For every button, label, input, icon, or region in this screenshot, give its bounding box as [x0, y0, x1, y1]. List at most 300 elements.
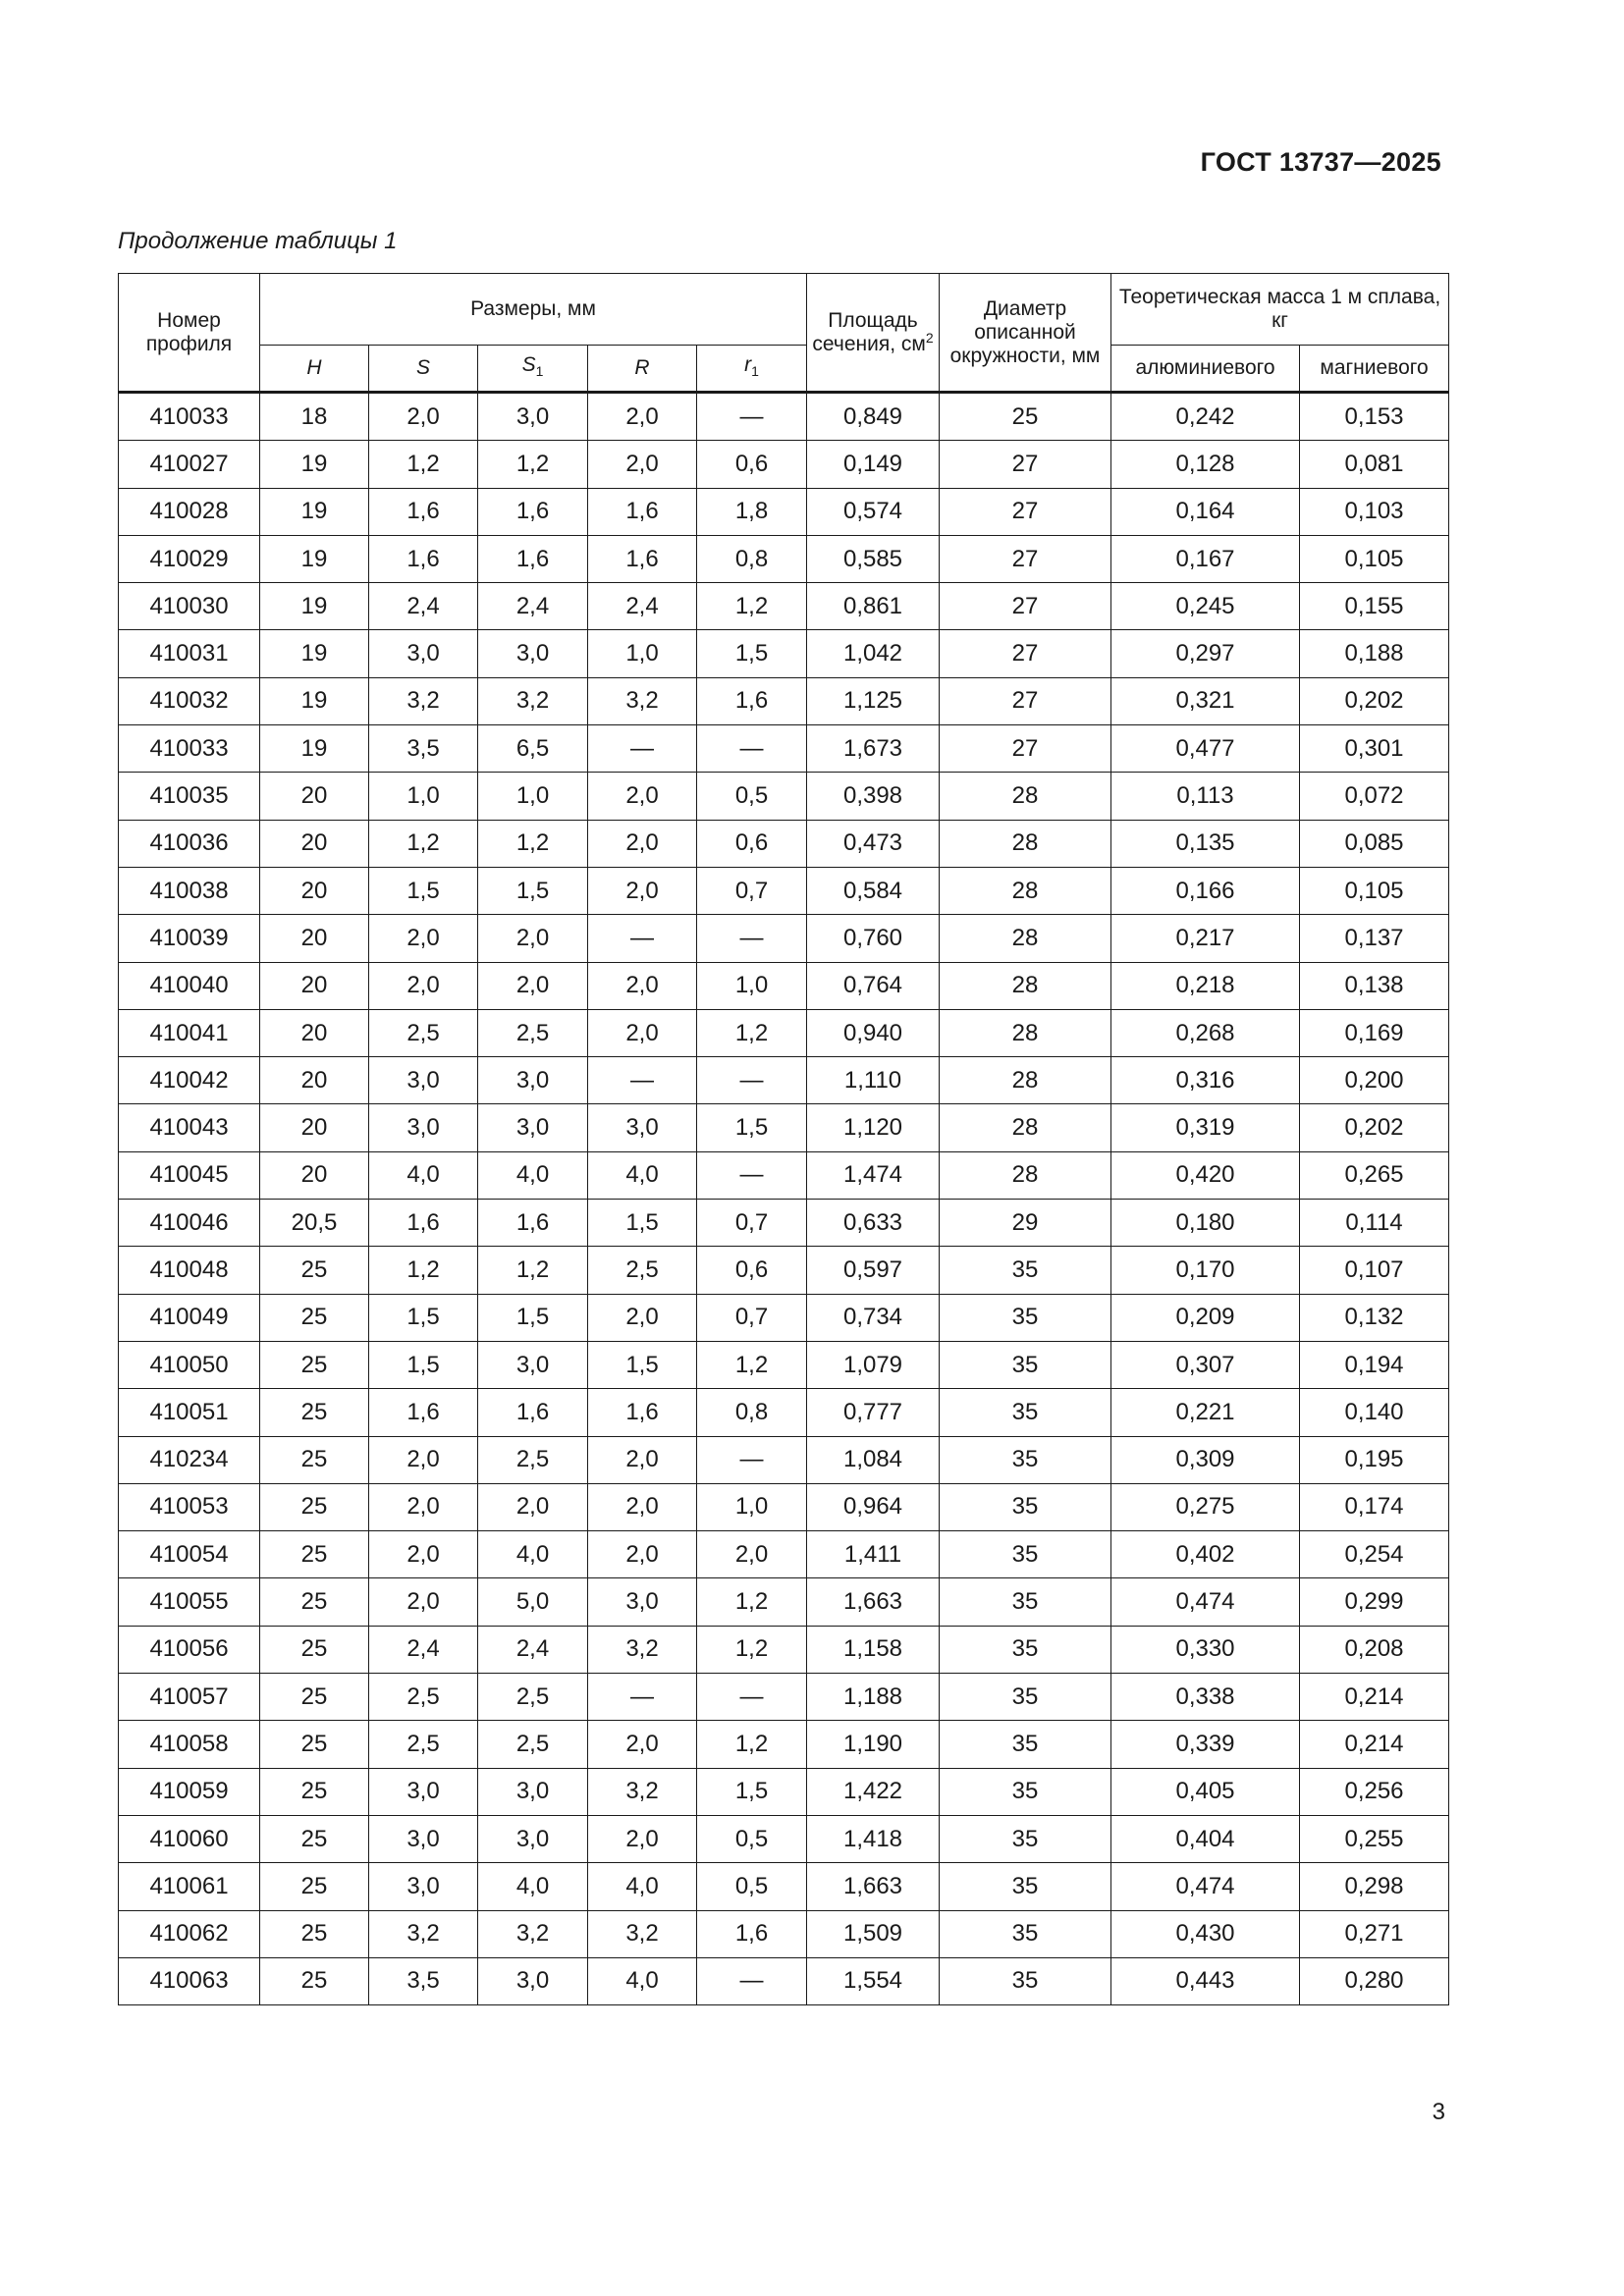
cell-profile-number: 410030	[119, 583, 260, 630]
cell-profile-number: 410041	[119, 1009, 260, 1056]
table-row	[119, 677, 1449, 724]
cell-mass-magnesium: 0,301	[1300, 725, 1449, 773]
cell-s: 1,6	[369, 1200, 478, 1247]
cell-r: 1,5	[588, 1200, 697, 1247]
cell-area: 1,554	[807, 1957, 940, 2004]
cell-r1: 1,6	[697, 1910, 807, 1957]
cell-mass-aluminium: 0,443	[1111, 1957, 1300, 2004]
cell-mass-aluminium: 0,209	[1111, 1294, 1300, 1341]
cell-diameter: 28	[940, 820, 1111, 867]
cell-s1: 5,0	[478, 1578, 588, 1626]
cell-area: 1,079	[807, 1341, 940, 1388]
cell-h: 20	[260, 867, 369, 914]
cell-mass-magnesium: 0,137	[1300, 915, 1449, 962]
cell-mass-aluminium: 0,474	[1111, 1578, 1300, 1626]
cell-r: 2,0	[588, 773, 697, 820]
cell-s1: 2,0	[478, 915, 588, 962]
cell-mass-magnesium: 0,202	[1300, 677, 1449, 724]
cell-area: 1,422	[807, 1768, 940, 1815]
cell-diameter: 27	[940, 630, 1111, 677]
cell-mass-magnesium: 0,085	[1300, 820, 1449, 867]
cell-s: 2,4	[369, 1626, 478, 1673]
cell-mass-aluminium: 0,297	[1111, 630, 1300, 677]
cell-profile-number: 410051	[119, 1389, 260, 1436]
cell-profile-number: 410029	[119, 535, 260, 582]
cell-r: 2,0	[588, 393, 697, 441]
cell-area: 0,585	[807, 535, 940, 582]
cell-mass-aluminium: 0,217	[1111, 915, 1300, 962]
cell-r1: 1,2	[697, 1341, 807, 1388]
cell-mass-aluminium: 0,245	[1111, 583, 1300, 630]
cell-mass-aluminium: 0,402	[1111, 1531, 1300, 1578]
cell-r1: 0,5	[697, 773, 807, 820]
cell-diameter: 35	[940, 1626, 1111, 1673]
cell-mass-aluminium: 0,319	[1111, 1104, 1300, 1151]
cell-r: 2,0	[588, 820, 697, 867]
cell-mass-magnesium: 0,140	[1300, 1389, 1449, 1436]
cell-area: 1,673	[807, 725, 940, 773]
cell-s1: 4,0	[478, 1863, 588, 1910]
cell-diameter: 35	[940, 1483, 1111, 1530]
cell-mass-aluminium: 0,128	[1111, 441, 1300, 488]
cell-profile-number: 410061	[119, 1863, 260, 1910]
cell-r1: 1,2	[697, 1009, 807, 1056]
cell-area: 1,120	[807, 1104, 940, 1151]
cell-s1: 3,0	[478, 1341, 588, 1388]
cell-profile-number: 410058	[119, 1721, 260, 1768]
cell-s: 3,2	[369, 677, 478, 724]
cell-s: 1,2	[369, 820, 478, 867]
cell-h: 20	[260, 820, 369, 867]
cell-h: 25	[260, 1578, 369, 1626]
table-row	[119, 915, 1449, 962]
header-s: S	[369, 346, 478, 393]
cell-mass-aluminium: 0,430	[1111, 1910, 1300, 1957]
cell-diameter: 28	[940, 773, 1111, 820]
table-row	[119, 1863, 1449, 1910]
cell-h: 25	[260, 1247, 369, 1294]
cell-r1: 0,6	[697, 820, 807, 867]
cell-mass-magnesium: 0,188	[1300, 630, 1449, 677]
cell-r: 1,5	[588, 1341, 697, 1388]
header-mass: Теоретическая масса 1 м сплава, кг	[1111, 274, 1449, 346]
cell-profile-number: 410031	[119, 630, 260, 677]
cell-mass-aluminium: 0,164	[1111, 488, 1300, 535]
cell-diameter: 35	[940, 1294, 1111, 1341]
cell-h: 25	[260, 1436, 369, 1483]
cell-profile-number: 410042	[119, 1057, 260, 1104]
cell-s: 3,0	[369, 1768, 478, 1815]
cell-mass-aluminium: 0,316	[1111, 1057, 1300, 1104]
cell-area: 0,760	[807, 915, 940, 962]
cell-area: 0,149	[807, 441, 940, 488]
cell-h: 20	[260, 1057, 369, 1104]
cell-diameter: 35	[940, 1578, 1111, 1626]
cell-r: 2,0	[588, 1294, 697, 1341]
cell-area: 0,849	[807, 393, 940, 441]
cell-h: 18	[260, 393, 369, 441]
cell-h: 20	[260, 962, 369, 1009]
cell-mass-magnesium: 0,208	[1300, 1626, 1449, 1673]
cell-profile-number: 410063	[119, 1957, 260, 2004]
cell-h: 25	[260, 1483, 369, 1530]
cell-s: 1,2	[369, 441, 478, 488]
cell-profile-number: 410028	[119, 488, 260, 535]
cell-area: 1,474	[807, 1151, 940, 1199]
cell-r: 2,0	[588, 441, 697, 488]
table-row	[119, 962, 1449, 1009]
cell-area: 0,633	[807, 1200, 940, 1247]
cell-mass-aluminium: 0,180	[1111, 1200, 1300, 1247]
cell-s: 2,0	[369, 1436, 478, 1483]
cell-r: 2,5	[588, 1247, 697, 1294]
cell-diameter: 28	[940, 1151, 1111, 1199]
cell-mass-magnesium: 0,132	[1300, 1294, 1449, 1341]
cell-diameter: 27	[940, 677, 1111, 724]
cell-profile-number: 410056	[119, 1626, 260, 1673]
cell-mass-magnesium: 0,174	[1300, 1483, 1449, 1530]
cell-mass-aluminium: 0,166	[1111, 867, 1300, 914]
cell-mass-aluminium: 0,321	[1111, 677, 1300, 724]
cell-r1: —	[697, 1957, 807, 2004]
cell-mass-magnesium: 0,138	[1300, 962, 1449, 1009]
cell-s1: 1,6	[478, 535, 588, 582]
cell-h: 19	[260, 630, 369, 677]
cell-area: 0,574	[807, 488, 940, 535]
cell-s1: 6,5	[478, 725, 588, 773]
cell-s1: 1,2	[478, 820, 588, 867]
cell-area: 0,964	[807, 1483, 940, 1530]
cell-diameter: 27	[940, 535, 1111, 582]
cell-area: 0,764	[807, 962, 940, 1009]
cell-r: 2,4	[588, 583, 697, 630]
cell-diameter: 35	[940, 1910, 1111, 1957]
table-row	[119, 1200, 1449, 1247]
cell-mass-magnesium: 0,194	[1300, 1341, 1449, 1388]
cell-r1: 1,0	[697, 1483, 807, 1530]
cell-profile-number: 410035	[119, 773, 260, 820]
cell-diameter: 35	[940, 1389, 1111, 1436]
cell-s1: 1,5	[478, 1294, 588, 1341]
cell-s: 2,0	[369, 393, 478, 441]
table-row	[119, 1009, 1449, 1056]
cell-r: 3,2	[588, 1768, 697, 1815]
cell-area: 0,584	[807, 867, 940, 914]
table-caption: Продолжение таблицы 1	[118, 228, 398, 254]
header-area-power: 2	[925, 329, 934, 346]
cell-profile-number: 410033	[119, 393, 260, 441]
cell-area: 1,125	[807, 677, 940, 724]
cell-mass-magnesium: 0,214	[1300, 1721, 1449, 1768]
cell-diameter: 29	[940, 1200, 1111, 1247]
cell-h: 19	[260, 725, 369, 773]
cell-r1: —	[697, 1057, 807, 1104]
cell-profile-number: 410062	[119, 1910, 260, 1957]
cell-profile-number: 410043	[119, 1104, 260, 1151]
cell-mass-aluminium: 0,404	[1111, 1815, 1300, 1862]
cell-profile-number: 410057	[119, 1674, 260, 1721]
cell-area: 1,509	[807, 1910, 940, 1957]
cell-mass-aluminium: 0,405	[1111, 1768, 1300, 1815]
table-row	[119, 820, 1449, 867]
cell-profile-number: 410053	[119, 1483, 260, 1530]
cell-r1: —	[697, 393, 807, 441]
cell-s: 2,0	[369, 1483, 478, 1530]
cell-profile-number: 410040	[119, 962, 260, 1009]
cell-mass-magnesium: 0,081	[1300, 441, 1449, 488]
cell-area: 1,084	[807, 1436, 940, 1483]
cell-h: 19	[260, 535, 369, 582]
cell-mass-magnesium: 0,265	[1300, 1151, 1449, 1199]
table-row	[119, 1341, 1449, 1388]
cell-s: 1,6	[369, 535, 478, 582]
cell-mass-magnesium: 0,105	[1300, 535, 1449, 582]
cell-s1: 1,5	[478, 867, 588, 914]
cell-r1: 0,6	[697, 441, 807, 488]
cell-s1: 3,0	[478, 1104, 588, 1151]
cell-r1: 0,5	[697, 1815, 807, 1862]
cell-diameter: 28	[940, 915, 1111, 962]
header-r1-sub: 1	[751, 363, 759, 379]
cell-mass-aluminium: 0,420	[1111, 1151, 1300, 1199]
cell-s1: 4,0	[478, 1531, 588, 1578]
cell-r1: 1,5	[697, 630, 807, 677]
header-dimensions: Размеры, мм	[260, 274, 807, 346]
cell-h: 25	[260, 1910, 369, 1957]
cell-diameter: 35	[940, 1863, 1111, 1910]
cell-r: 2,0	[588, 1436, 697, 1483]
cell-diameter: 27	[940, 441, 1111, 488]
cell-diameter: 35	[940, 1768, 1111, 1815]
cell-s1: 2,5	[478, 1721, 588, 1768]
cell-profile-number: 410049	[119, 1294, 260, 1341]
table-row	[119, 1151, 1449, 1199]
cell-r1: 1,8	[697, 488, 807, 535]
cell-area: 0,734	[807, 1294, 940, 1341]
cell-s1: 3,0	[478, 1057, 588, 1104]
cell-s: 1,5	[369, 1294, 478, 1341]
cell-s1: 3,2	[478, 1910, 588, 1957]
table-row	[119, 1247, 1449, 1294]
cell-r: 2,0	[588, 867, 697, 914]
standard-code: ГОСТ 13737—2025	[1200, 147, 1441, 177]
cell-s: 1,6	[369, 488, 478, 535]
cell-mass-aluminium: 0,218	[1111, 962, 1300, 1009]
cell-h: 19	[260, 488, 369, 535]
cell-area: 1,663	[807, 1578, 940, 1626]
cell-area: 1,190	[807, 1721, 940, 1768]
cell-r: —	[588, 725, 697, 773]
cell-s1: 1,6	[478, 488, 588, 535]
cell-r1: —	[697, 1151, 807, 1199]
cell-area: 0,597	[807, 1247, 940, 1294]
page-number: 3	[1432, 2099, 1445, 2125]
cell-s1: 2,4	[478, 583, 588, 630]
cell-mass-magnesium: 0,202	[1300, 1104, 1449, 1151]
cell-r: 3,2	[588, 1910, 697, 1957]
cell-r: 4,0	[588, 1863, 697, 1910]
cell-mass-aluminium: 0,330	[1111, 1626, 1300, 1673]
cell-r1: 0,6	[697, 1247, 807, 1294]
cell-s: 1,0	[369, 773, 478, 820]
cell-h: 25	[260, 1768, 369, 1815]
cell-mass-magnesium: 0,271	[1300, 1910, 1449, 1957]
cell-area: 0,777	[807, 1389, 940, 1436]
cell-h: 19	[260, 583, 369, 630]
cell-r: 2,0	[588, 1721, 697, 1768]
cell-s: 2,0	[369, 1531, 478, 1578]
cell-s: 2,4	[369, 583, 478, 630]
cell-diameter: 35	[940, 1247, 1111, 1294]
cell-mass-magnesium: 0,256	[1300, 1768, 1449, 1815]
cell-s: 2,5	[369, 1674, 478, 1721]
cell-diameter: 35	[940, 1341, 1111, 1388]
table-row	[119, 1815, 1449, 1862]
cell-r: 3,2	[588, 1626, 697, 1673]
cell-r1: 1,2	[697, 1721, 807, 1768]
cell-diameter: 27	[940, 488, 1111, 535]
cell-h: 20	[260, 1104, 369, 1151]
cell-diameter: 28	[940, 1057, 1111, 1104]
cell-profile-number: 410050	[119, 1341, 260, 1388]
header-s1-sub: 1	[535, 363, 544, 379]
cell-r1: 1,2	[697, 1578, 807, 1626]
cell-r1: 1,2	[697, 1626, 807, 1673]
cell-r: 1,6	[588, 535, 697, 582]
cell-area: 0,940	[807, 1009, 940, 1056]
cell-mass-magnesium: 0,280	[1300, 1957, 1449, 2004]
cell-h: 25	[260, 1815, 369, 1862]
cell-h: 25	[260, 1674, 369, 1721]
cell-mass-aluminium: 0,135	[1111, 820, 1300, 867]
cell-s1: 3,0	[478, 1957, 588, 2004]
cell-mass-aluminium: 0,477	[1111, 725, 1300, 773]
table-row	[119, 1674, 1449, 1721]
cell-h: 25	[260, 1531, 369, 1578]
cell-profile-number: 410032	[119, 677, 260, 724]
cell-h: 25	[260, 1626, 369, 1673]
header-r: R	[588, 346, 697, 393]
cell-h: 20	[260, 1151, 369, 1199]
cell-h: 20	[260, 1009, 369, 1056]
cell-r: 2,0	[588, 1531, 697, 1578]
cell-r: —	[588, 1057, 697, 1104]
table-row	[119, 1436, 1449, 1483]
cell-s1: 3,0	[478, 630, 588, 677]
cell-profile-number: 410033	[119, 725, 260, 773]
cell-mass-magnesium: 0,200	[1300, 1057, 1449, 1104]
cell-diameter: 27	[940, 725, 1111, 773]
cell-s1: 2,0	[478, 962, 588, 1009]
cell-r1: 1,5	[697, 1104, 807, 1151]
cell-diameter: 35	[940, 1436, 1111, 1483]
cell-area: 1,411	[807, 1531, 940, 1578]
table-row	[119, 535, 1449, 582]
cell-mass-aluminium: 0,167	[1111, 535, 1300, 582]
cell-profile-number: 410060	[119, 1815, 260, 1862]
cell-r1: 1,5	[697, 1768, 807, 1815]
cell-h: 19	[260, 441, 369, 488]
cell-h: 25	[260, 1341, 369, 1388]
cell-diameter: 35	[940, 1721, 1111, 1768]
cell-r: 1,0	[588, 630, 697, 677]
cell-h: 25	[260, 1863, 369, 1910]
cell-r1: 0,7	[697, 867, 807, 914]
cell-area: 1,042	[807, 630, 940, 677]
cell-s: 3,0	[369, 630, 478, 677]
header-h: H	[260, 346, 369, 393]
table-body	[119, 393, 1449, 2005]
cell-r: 1,6	[588, 1389, 697, 1436]
cell-s: 1,2	[369, 1247, 478, 1294]
cell-diameter: 27	[940, 583, 1111, 630]
table-row	[119, 1389, 1449, 1436]
cell-r: —	[588, 915, 697, 962]
table-row	[119, 1957, 1449, 2004]
table-row	[119, 1578, 1449, 1626]
cell-diameter: 28	[940, 1009, 1111, 1056]
cell-r: 1,6	[588, 488, 697, 535]
cell-s1: 3,2	[478, 677, 588, 724]
cell-mass-magnesium: 0,153	[1300, 393, 1449, 441]
cell-mass-aluminium: 0,338	[1111, 1674, 1300, 1721]
cell-s: 1,5	[369, 867, 478, 914]
header-diameter: Диаметр описанной окружности, мм	[940, 274, 1111, 393]
cell-r: 3,2	[588, 677, 697, 724]
header-r1	[697, 346, 807, 393]
cell-mass-magnesium: 0,254	[1300, 1531, 1449, 1578]
table-row	[119, 1910, 1449, 1957]
cell-profile-number: 410055	[119, 1578, 260, 1626]
cell-r1: —	[697, 1436, 807, 1483]
cell-area: 1,418	[807, 1815, 940, 1862]
cell-profile-number: 410048	[119, 1247, 260, 1294]
cell-h: 25	[260, 1957, 369, 2004]
cell-mass-aluminium: 0,307	[1111, 1341, 1300, 1388]
cell-s: 2,0	[369, 1578, 478, 1626]
cell-mass-aluminium: 0,275	[1111, 1483, 1300, 1530]
cell-s: 2,5	[369, 1009, 478, 1056]
cell-r1: 0,5	[697, 1863, 807, 1910]
cell-h: 25	[260, 1389, 369, 1436]
cell-s: 3,0	[369, 1863, 478, 1910]
cell-s1: 3,0	[478, 1815, 588, 1862]
cell-mass-magnesium: 0,107	[1300, 1247, 1449, 1294]
cell-mass-aluminium: 0,242	[1111, 393, 1300, 441]
cell-mass-aluminium: 0,474	[1111, 1863, 1300, 1910]
cell-mass-magnesium: 0,105	[1300, 867, 1449, 914]
cell-diameter: 28	[940, 867, 1111, 914]
cell-profile-number: 410046	[119, 1200, 260, 1247]
cell-r1: —	[697, 915, 807, 962]
cell-profile-number: 410039	[119, 915, 260, 962]
cell-s1: 4,0	[478, 1151, 588, 1199]
cell-r1: 2,0	[697, 1531, 807, 1578]
cell-h: 19	[260, 677, 369, 724]
cell-profile-number: 410038	[119, 867, 260, 914]
table-row	[119, 1721, 1449, 1768]
cell-s1: 2,5	[478, 1009, 588, 1056]
table-row	[119, 630, 1449, 677]
cell-diameter: 28	[940, 962, 1111, 1009]
cell-s: 2,5	[369, 1721, 478, 1768]
cell-r: —	[588, 1674, 697, 1721]
cell-mass-aluminium: 0,339	[1111, 1721, 1300, 1768]
cell-r: 3,0	[588, 1578, 697, 1626]
cell-profile-number: 410059	[119, 1768, 260, 1815]
cell-diameter: 35	[940, 1674, 1111, 1721]
cell-h: 20	[260, 915, 369, 962]
